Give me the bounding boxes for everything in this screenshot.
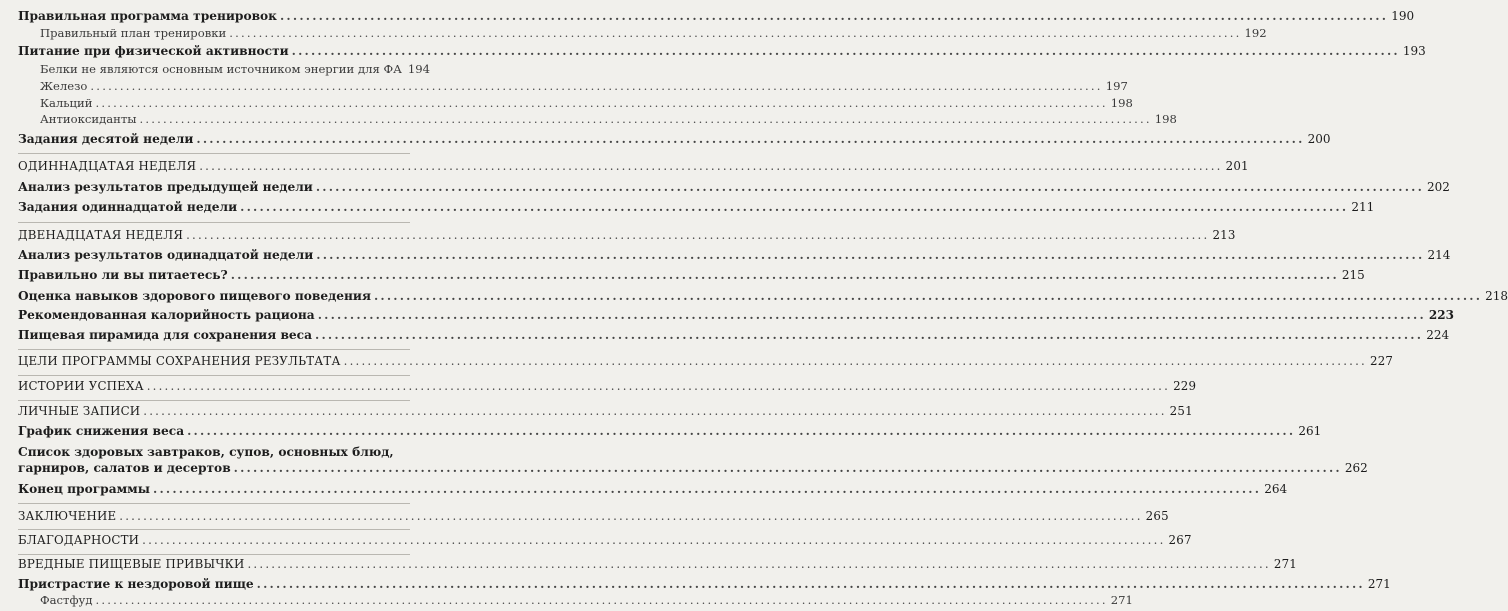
toc-entry-title: Анализ результатов одинадцатой недели (18, 248, 314, 262)
toc-entry-title: Кальций (40, 96, 93, 110)
toc-page-number: 251 (1169, 404, 1193, 418)
toc-chapter[interactable] (0, 379, 1197, 397)
dot-leader (196, 132, 1304, 146)
toc-chapter-title: ЦЕЛИ ПРОГРАММЫ СОХРАНЕНИЯ РЕЗУЛЬТАТА (18, 354, 341, 368)
toc-entry[interactable] (0, 308, 1454, 326)
toc-chapter[interactable] (0, 404, 1193, 422)
toc-entry[interactable] (0, 328, 1450, 346)
toc-page-number: 211 (1351, 200, 1375, 214)
toc-chapter[interactable] (0, 533, 1192, 551)
toc-entry-title: Правильный план тренировки (40, 26, 227, 40)
toc-chapter[interactable] (0, 354, 1394, 372)
toc-page-number: 200 (1307, 132, 1331, 146)
dot-leader (316, 248, 1424, 262)
toc-chapter-title: ЗАКЛЮЧЕНИЕ (18, 509, 117, 523)
toc-page-number: 194 (407, 62, 430, 76)
toc-chapter-title: ИСТОРИИ УСПЕХА (18, 379, 144, 393)
toc-page-number: 265 (1145, 509, 1169, 523)
toc-page-number: 267 (1168, 533, 1192, 547)
toc-entry-title: Список здоровых завтраков, супов, основных блюд, (18, 445, 394, 459)
toc-page-number: 190 (1391, 9, 1415, 23)
toc-entry[interactable] (0, 44, 1426, 62)
toc-entry[interactable] (0, 79, 1128, 97)
dot-leader (186, 228, 1209, 242)
dot-leader (234, 460, 1342, 476)
toc-entry-title: Конец программы (18, 482, 150, 496)
section-divider (18, 222, 410, 223)
toc-entry[interactable] (18, 444, 1368, 476)
toc-page-number: 193 (1402, 44, 1426, 58)
dot-leader (90, 79, 1102, 93)
toc-entry-title: Белки не являются основным источником энергии для ФА (40, 62, 402, 76)
toc-entry[interactable] (0, 62, 430, 80)
section-divider (18, 503, 410, 504)
dot-leader (147, 379, 1170, 393)
dot-leader (292, 44, 1400, 58)
toc-page-number: 215 (1341, 268, 1365, 282)
toc-page-number: 218 (1485, 289, 1508, 303)
toc-page-number: 201 (1225, 159, 1249, 173)
toc-entry-title: Задания десятой недели (18, 132, 194, 146)
dot-leader (374, 289, 1482, 303)
toc-page-number: 227 (1370, 354, 1394, 368)
section-divider (18, 529, 410, 530)
toc-page-number: 261 (1298, 424, 1322, 438)
dot-leader (257, 577, 1365, 591)
dot-leader (153, 482, 1261, 496)
toc-entry-title: Рекомендованная калорийность рациона (18, 308, 315, 322)
toc-page-number: 224 (1426, 328, 1450, 342)
toc-entry[interactable] (0, 248, 1451, 266)
toc-entry[interactable] (0, 424, 1322, 442)
toc-page-number: 192 (1244, 26, 1267, 40)
dot-leader (316, 180, 1424, 194)
section-divider (18, 554, 410, 555)
toc-entry-title: Железо (40, 79, 88, 93)
toc-chapter-title: ОДИННАДЦАТАЯ НЕДЕЛЯ (18, 159, 197, 173)
dot-leader (240, 200, 1348, 214)
toc-chapter[interactable] (0, 159, 1249, 177)
toc-entry-title: Пристрастие к нездоровой пище (18, 577, 254, 591)
dot-leader (187, 424, 1295, 438)
toc-chapter-title: ВРЕДНЫЕ ПИЩЕВЫЕ ПРИВЫЧКИ (18, 557, 245, 571)
toc-entry-title: Правильно ли вы питаетесь? (18, 268, 228, 282)
toc-entry-title: Фастфуд (40, 593, 93, 607)
toc-entry-title: Антиоксиданты (40, 112, 137, 126)
toc-page-number: 197 (1105, 79, 1128, 93)
toc-entry-title: Оценка навыков здорового пищевого поведения (18, 289, 371, 303)
section-divider (18, 400, 410, 401)
dot-leader (95, 593, 1107, 607)
dot-leader (231, 268, 1339, 282)
dot-leader (318, 308, 1426, 322)
dot-leader (315, 328, 1423, 342)
toc-entry[interactable] (0, 9, 1415, 27)
dot-leader (229, 26, 1241, 40)
toc-entry-title: Анализ результатов предыдущей недели (18, 180, 313, 194)
toc-entry[interactable] (0, 132, 1331, 150)
toc-entry[interactable] (0, 112, 1177, 130)
toc-entry-title: Питание при физической активности (18, 44, 289, 58)
toc-entry-title: Задания одиннадцатой недели (18, 200, 238, 214)
toc-page-number: 229 (1173, 379, 1197, 393)
dot-leader (95, 96, 1107, 110)
toc-page-number: 271 (1110, 593, 1133, 607)
toc-entry[interactable] (0, 180, 1450, 198)
toc-page-number: 262 (1344, 461, 1368, 475)
toc-entry[interactable] (0, 593, 1133, 611)
toc-entry-title: гарниров, салатов и десертов (18, 461, 231, 475)
toc-entry[interactable] (0, 200, 1375, 218)
toc-entry[interactable] (0, 482, 1288, 500)
dot-leader (199, 159, 1222, 173)
toc-page-number: 198 (1154, 112, 1177, 126)
toc-page-number: 198 (1110, 96, 1133, 110)
toc-entry[interactable] (0, 268, 1365, 286)
toc-page-number: 213 (1212, 228, 1236, 242)
dot-leader (247, 557, 1270, 571)
toc-entry[interactable] (0, 289, 1508, 307)
dot-leader (142, 533, 1165, 547)
toc-chapter[interactable] (0, 509, 1169, 527)
toc-page-number: 264 (1264, 482, 1288, 496)
toc-page-number: 223 (1428, 308, 1454, 322)
toc-page-number: 202 (1427, 180, 1450, 194)
toc-page-number: 271 (1273, 557, 1297, 571)
toc-entry-title: Пищевая пирамида для сохранения веса (18, 328, 312, 342)
section-divider (18, 349, 410, 350)
toc-chapter[interactable] (0, 557, 1297, 575)
toc-chapter-title: ЛИЧНЫЕ ЗАПИСИ (18, 404, 141, 418)
section-divider (18, 153, 410, 154)
dot-leader (119, 509, 1142, 523)
toc-page-number: 271 (1367, 577, 1391, 591)
toc-entry[interactable] (0, 26, 1267, 44)
toc-chapter-title: БЛАГОДАРНОСТИ (18, 533, 140, 547)
toc-chapter[interactable] (0, 228, 1236, 246)
dot-leader (280, 9, 1388, 23)
dot-leader (143, 404, 1166, 418)
dot-leader (140, 112, 1152, 126)
section-divider (18, 375, 410, 376)
toc-entry-title: График снижения веса (18, 424, 185, 438)
toc-page-number: 214 (1427, 248, 1451, 262)
toc-chapter-title: ДВЕНАДЦАТАЯ НЕДЕЛЯ (18, 228, 184, 242)
dot-leader (344, 354, 1367, 368)
toc-entry-title: Правильная программа тренировок (18, 9, 277, 23)
